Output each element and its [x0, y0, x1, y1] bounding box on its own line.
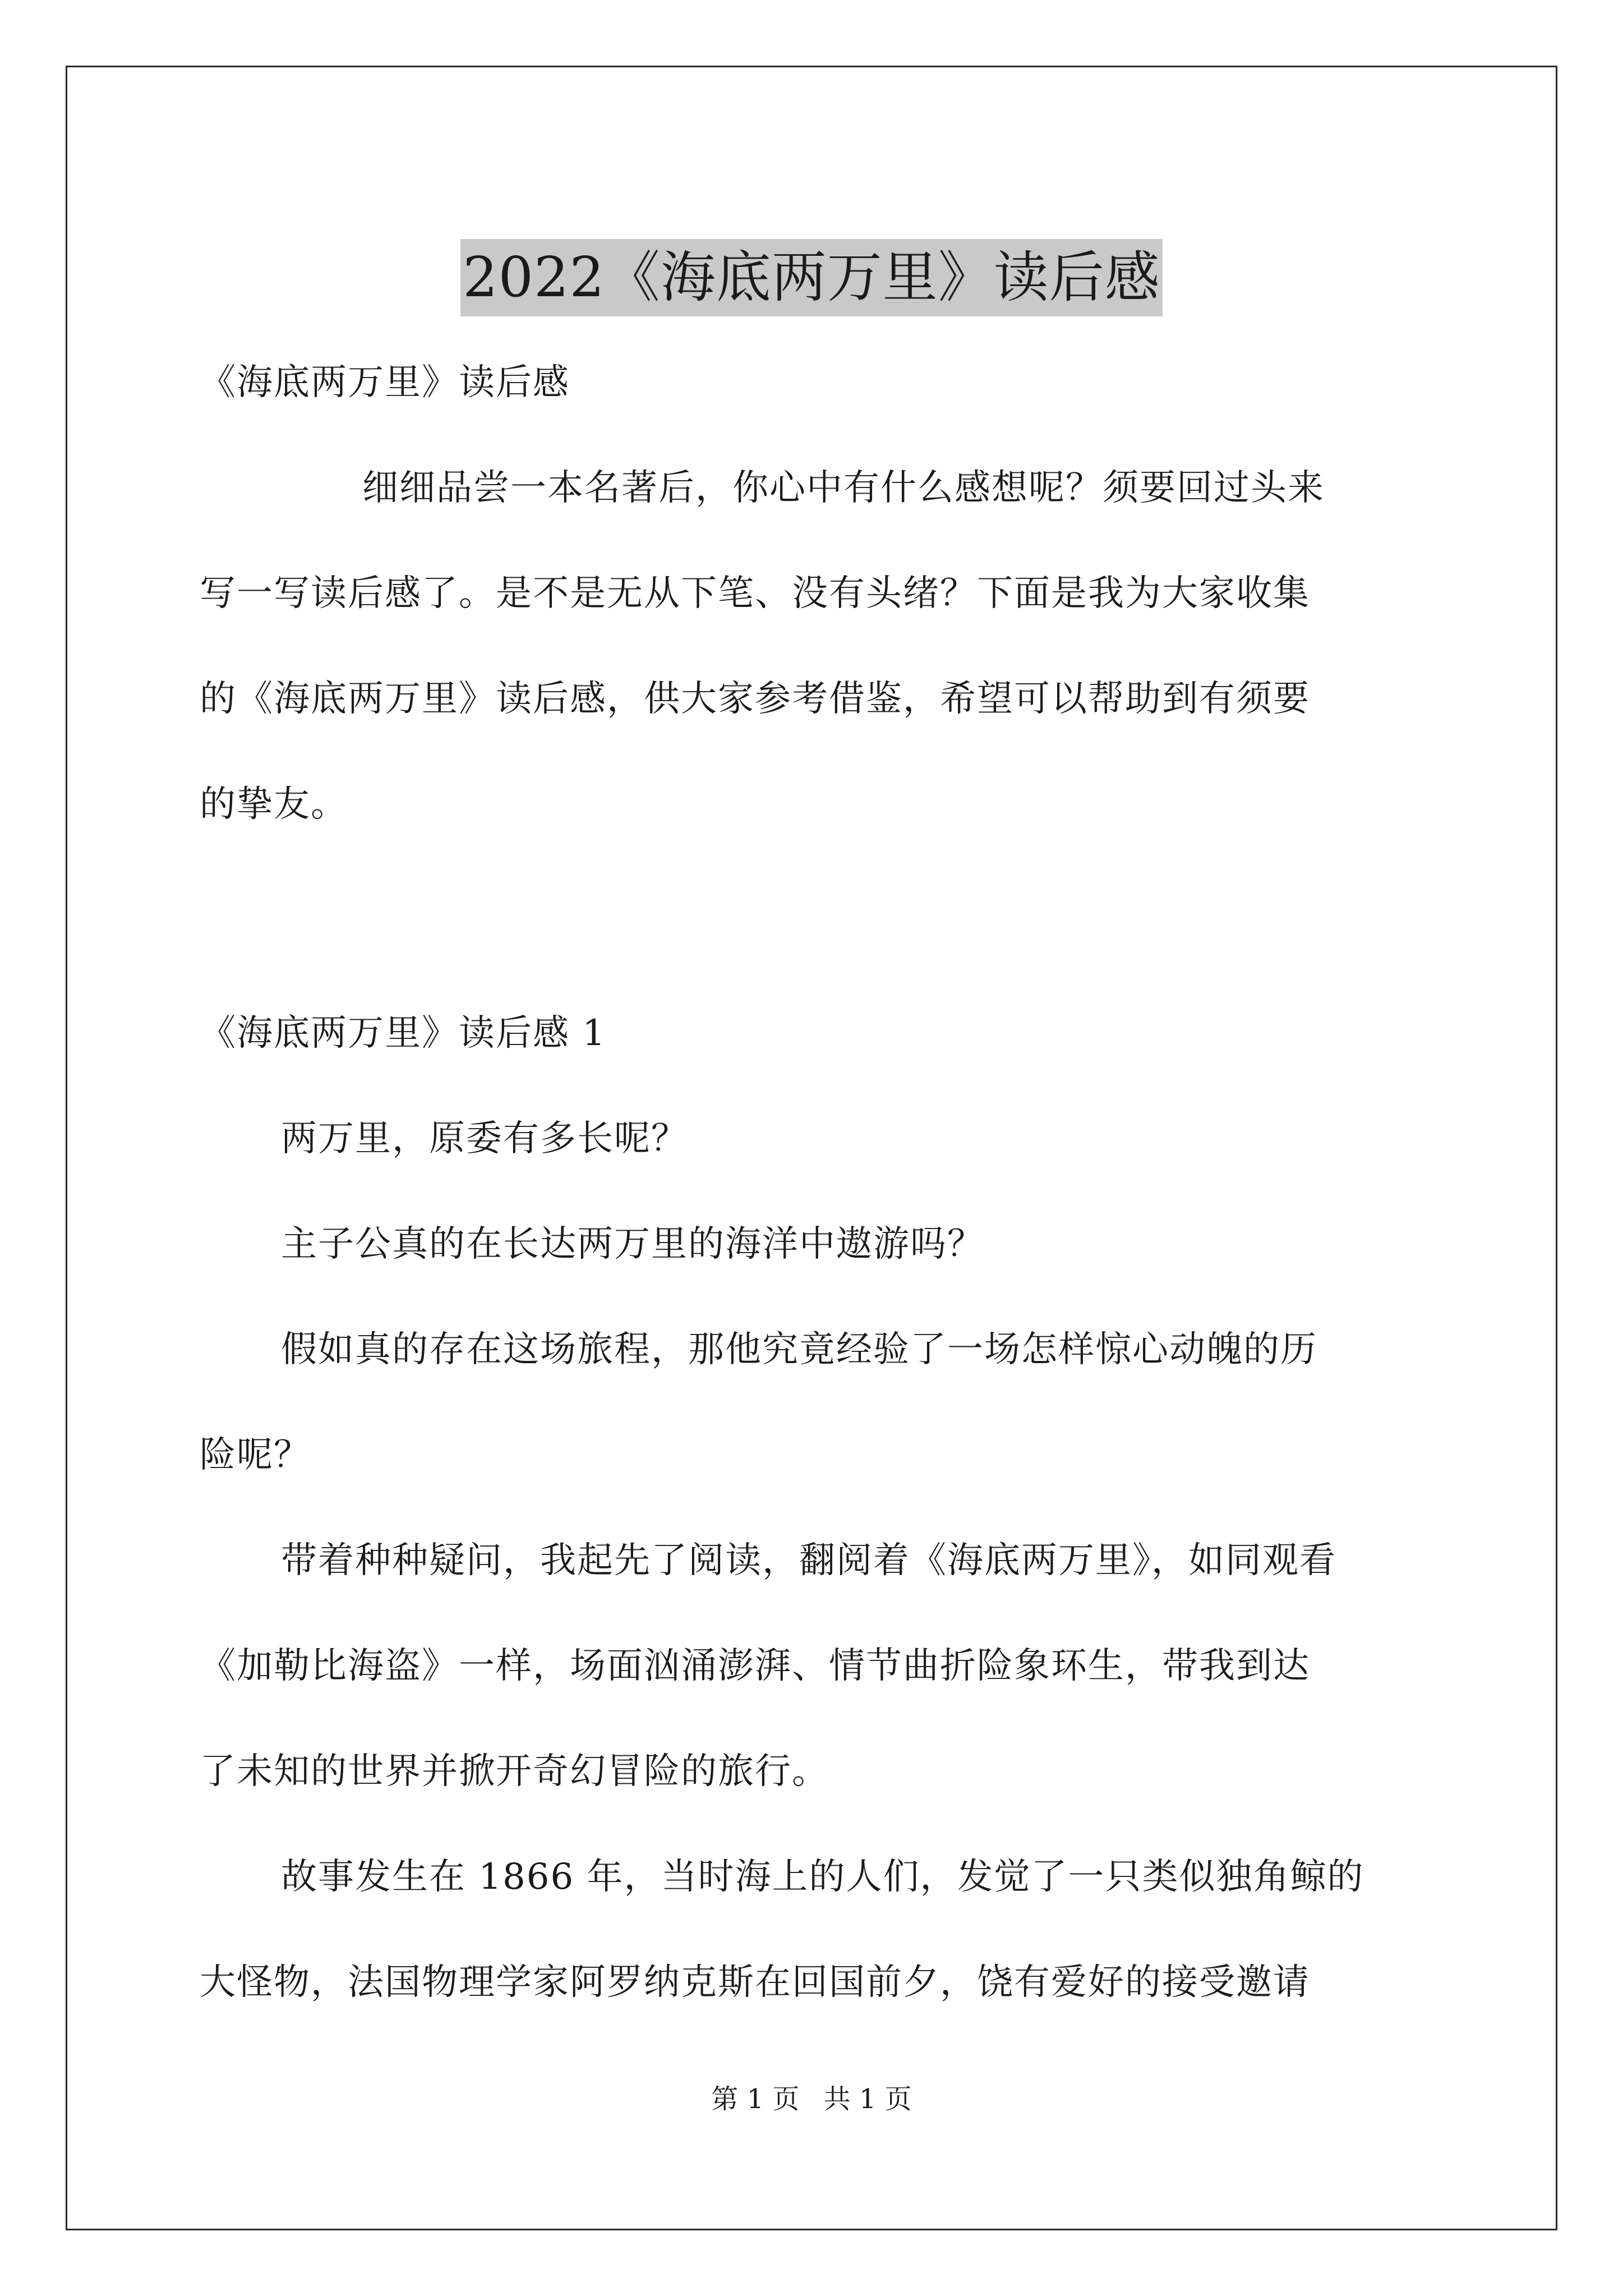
body-line-4: 险呢？	[200, 1434, 311, 1476]
page-footer	[0, 2077, 1623, 2116]
title-wrap	[0, 202, 1623, 353]
intro-line-3: 的《海底两万里》读后感，供大家参考借鉴，希望可以帮助到有须要	[200, 678, 1310, 720]
body-line-1: 两万里，原委有多长呢？	[281, 1118, 688, 1159]
body-line-9: 大怪物，法国物理学家阿罗纳克斯在回国前夕，饶有爱好的接受邀请	[200, 1962, 1310, 2003]
document-title: 2022《海底两万里》读后感	[460, 239, 1162, 316]
body-line-3: 假如真的存在这场旅程，那他究竟经验了一场怎样惊心动魄的历	[281, 1329, 1317, 1370]
intro-line-1: 细细品尝一本名著后，你心中有什么感想呢？须要回过头来	[362, 467, 1325, 509]
intro-line-4: 的挚友。	[200, 784, 348, 825]
page-total: 共 1 页	[823, 2083, 912, 2115]
body-line-7: 了未知的世界并掀开奇幻冒险的旅行。	[200, 1751, 829, 1792]
subheading: 《海底两万里》读后感	[200, 362, 570, 403]
body-line-5: 带着种种疑问，我起先了阅读，翻阅着《海底两万里》，如同观看	[281, 1540, 1336, 1581]
body-line-6: 《加勒比海盗》一样，场面汹涌澎湃、情节曲折险象环生，带我到达	[200, 1645, 1310, 1687]
body-line-8: 故事发生在 1866 年，当时海上的人们，发觉了一只类似独角鲸的	[281, 1856, 1364, 1898]
body-line-2: 主子公真的在长达两万里的海洋中遨游吗？	[281, 1223, 984, 1265]
section-heading: 《海底两万里》读后感 1	[200, 1013, 607, 1054]
intro-line-2: 写一写读后感了。是不是无从下笔、没有头绪？下面是我为大家收集	[200, 573, 1310, 614]
page-current: 第 1 页	[711, 2083, 800, 2115]
